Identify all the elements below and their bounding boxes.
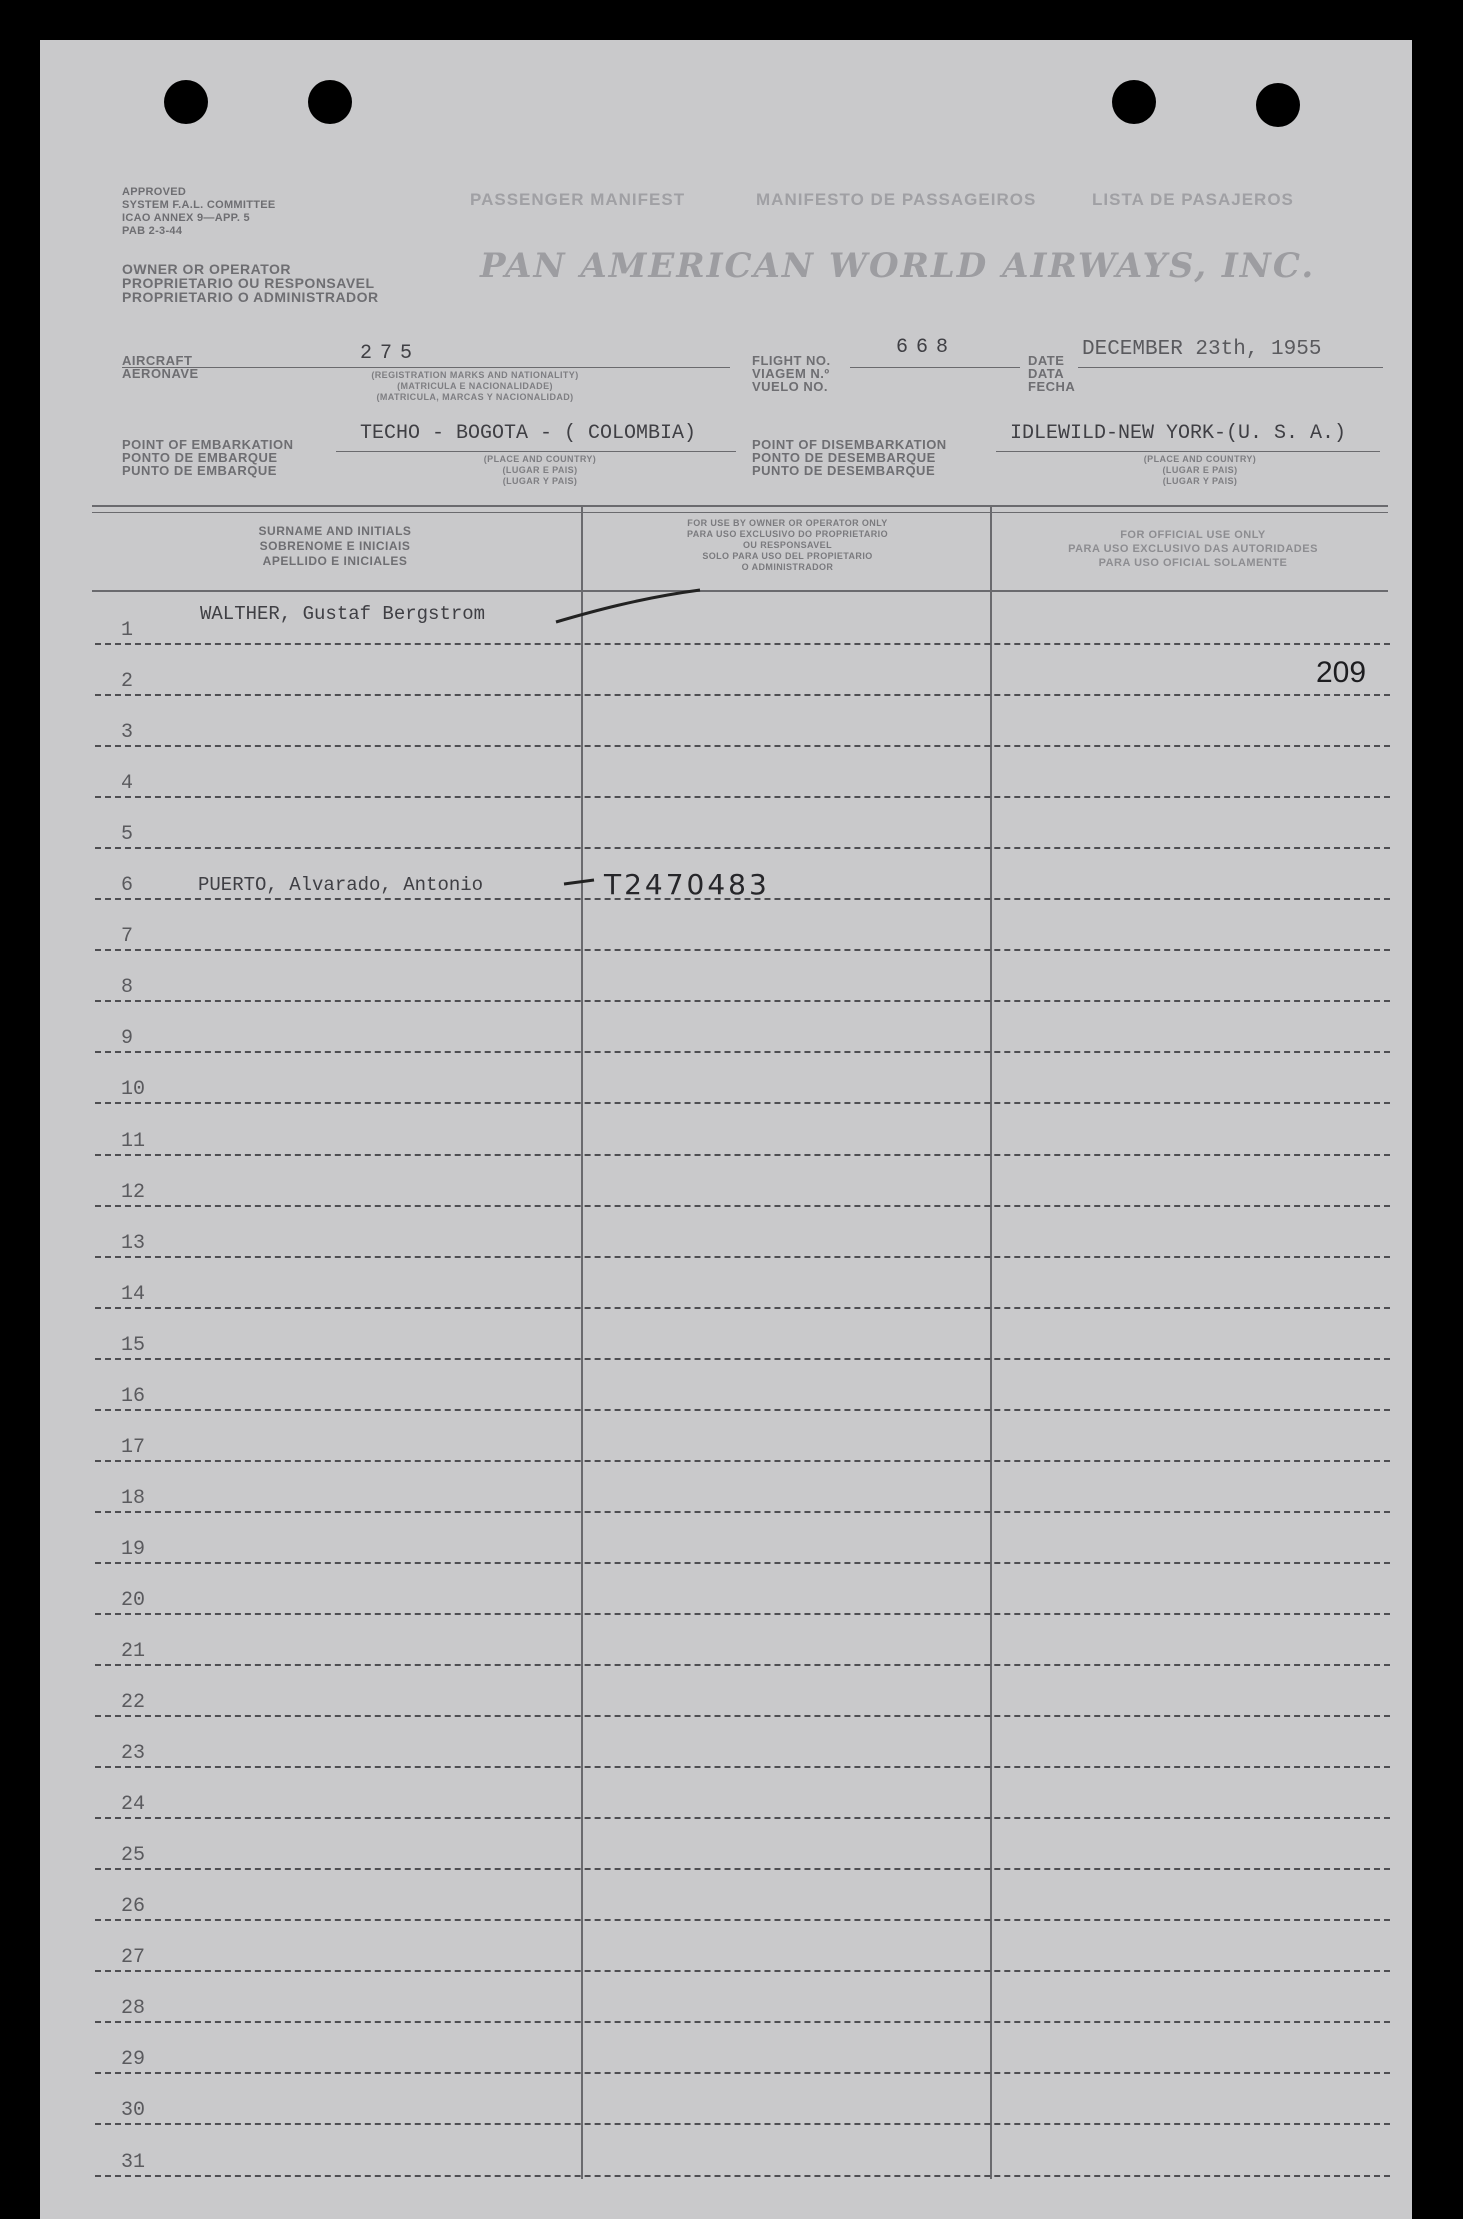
aircraft-underline (122, 367, 730, 368)
column-header-line: APELLIDO E INICIALES (262, 554, 408, 568)
row-rule (95, 2175, 1390, 2177)
row-number: 13 (121, 1232, 146, 1255)
row-number: 3 (121, 721, 134, 744)
disembarkation-sublabels (1090, 454, 1310, 487)
owner-label: PROPRIETARIO O ADMINISTRADOR (122, 289, 379, 305)
passenger-name: PUERTO, Alvarado, Antonio (198, 874, 484, 896)
row-rule (95, 796, 1390, 798)
row-rule (95, 1562, 1390, 1564)
row-number: 15 (121, 1334, 146, 1357)
aircraft-sublabels (300, 370, 650, 403)
row-rule (95, 1000, 1390, 1002)
row-number: 11 (121, 1130, 146, 1153)
column-header-line: FOR OFFICIAL USE ONLY (1120, 529, 1266, 541)
row-rule (95, 1817, 1390, 1819)
row-number: 10 (121, 1078, 146, 1101)
passenger-name: WALTHER, Gustaf Bergstrom (200, 603, 486, 625)
row-number: 22 (121, 1691, 146, 1714)
row-rule (95, 694, 1390, 696)
column-header-line: PARA USO EXCLUSIVO DO PROPRIETARIO (687, 529, 888, 539)
row-number: 26 (121, 1895, 146, 1918)
row-number: 28 (121, 1997, 146, 2020)
row-rule (95, 1154, 1390, 1156)
row-rule (95, 1307, 1390, 1309)
embarkation-label: PUNTO DE EMBARQUE (122, 463, 277, 478)
embarkation-value: TECHO - BOGOTA - ( COLOMBIA) (360, 422, 697, 445)
approval-line: SYSTEM F.A.L. COMMITTEE (122, 199, 276, 211)
row-number: 21 (121, 1640, 146, 1663)
row-rule (95, 1256, 1390, 1258)
row-rule (95, 1511, 1390, 1513)
row-number: 31 (121, 2151, 146, 2174)
row-number: 20 (121, 1589, 146, 1612)
row-rule (95, 643, 1390, 645)
flight-label: VUELO NO. (752, 379, 829, 394)
row-rule (95, 1664, 1390, 1666)
row-rule (95, 1102, 1390, 1104)
date-value: DECEMBER 23th, 1955 (1082, 338, 1322, 361)
row-number: 7 (121, 925, 134, 948)
aircraft-label: AERONAVE (122, 366, 199, 381)
row-rule (95, 1919, 1390, 1921)
row-rule (95, 1051, 1390, 1053)
column-divider-1 (581, 506, 583, 2179)
date-label: DATA (1028, 366, 1065, 381)
flight-underline (850, 367, 1020, 368)
row-number: 24 (121, 1793, 146, 1816)
title-spanish: LISTA DE PASAJEROS (1092, 190, 1294, 209)
column-header-line: SOLO PARA USO DEL PROPIETARIO (702, 551, 873, 561)
row-rule (95, 1358, 1390, 1360)
row-number: 9 (121, 1027, 134, 1050)
column-header-name (170, 524, 500, 569)
column-header-line: FOR USE BY OWNER OR OPERATOR ONLY (687, 518, 888, 528)
embarkation-sublabels (430, 454, 650, 487)
punch-hole-2 (308, 80, 352, 124)
column-header-line: PARA USO EXCLUSIVO DAS AUTORIDADES (1068, 543, 1318, 555)
row-number: 27 (121, 1946, 146, 1969)
embarkation-label: POINT OF EMBARKATION (122, 437, 294, 452)
dash-row-6 (560, 872, 600, 892)
row-rule (95, 1613, 1390, 1615)
row-number: 14 (121, 1283, 146, 1306)
aircraft-label: AIRCRAFT (122, 353, 193, 368)
embarkation-sublabel: (LUGAR Y PAIS) (502, 476, 578, 486)
disembarkation-label: POINT OF DISEMBARKATION (752, 437, 947, 452)
row-number: 12 (121, 1181, 146, 1204)
date-label: DATE (1028, 353, 1065, 368)
checkmark-row-1 (550, 580, 710, 630)
column-header-line: O ADMINISTRADOR (741, 562, 834, 572)
punch-hole-4 (1256, 83, 1300, 127)
row-number: 29 (121, 2048, 146, 2071)
embarkation-sublabel: (PLACE AND COUNTRY) (483, 454, 597, 464)
row-number: 19 (121, 1538, 146, 1561)
flight-label: VIAGEM N.º (752, 366, 830, 381)
header-rule-top-2 (92, 512, 1388, 513)
title-english: PASSENGER MANIFEST (470, 190, 686, 209)
date-label: FECHA (1028, 379, 1076, 394)
column-header-official (998, 528, 1388, 570)
header-rule-bottom (92, 590, 1388, 592)
column-header-line: SOBRENOME E INICIAIS (259, 539, 411, 553)
aircraft-sublabel: (MATRICULA, MARCAS Y NACIONALIDAD) (376, 392, 574, 402)
row-number: 23 (121, 1742, 146, 1765)
disembarkation-label: PONTO DE DESEMBARQUE (752, 450, 936, 465)
handwritten-note: T2470483 (604, 868, 770, 901)
row-number: 8 (121, 976, 134, 999)
header-rule-top (92, 505, 1388, 507)
row-rule (95, 1715, 1390, 1717)
date-labels (1028, 354, 1075, 393)
flight-labels (752, 354, 831, 393)
row-rule (95, 1970, 1390, 1972)
column-header-line: PARA USO OFICIAL SOLAMENTE (1098, 557, 1288, 569)
owner-label: OWNER OR OPERATOR (122, 261, 291, 277)
date-underline (1078, 367, 1383, 368)
row-number: 4 (121, 772, 134, 795)
approval-block (122, 186, 276, 238)
embarkation-labels (122, 438, 294, 477)
row-rule (95, 1460, 1390, 1462)
row-number: 2 (121, 670, 134, 693)
row-rule (95, 2123, 1390, 2125)
row-rule (95, 1205, 1390, 1207)
row-number: 25 (121, 1844, 146, 1867)
row-number: 6 (121, 874, 134, 897)
approval-line: ICAO ANNEX 9—APP. 5 (122, 212, 250, 224)
stamp-number: 209 (1316, 656, 1367, 689)
disembarkation-labels (752, 438, 947, 477)
flight-label: FLIGHT NO. (752, 353, 831, 368)
row-rule (95, 847, 1390, 849)
column-header-owner (590, 518, 985, 573)
disembarkation-label: PUNTO DE DESEMBARQUE (752, 463, 936, 478)
approval-line: APPROVED (122, 186, 187, 198)
punch-hole-3 (1112, 80, 1156, 124)
row-rule (95, 745, 1390, 747)
disembarkation-underline (996, 451, 1380, 452)
disembarkation-sublabel: (LUGAR E PAIS) (1162, 465, 1238, 475)
row-rule (95, 949, 1390, 951)
disembarkation-value: IDLEWILD-NEW YORK-(U. S. A.) (1010, 422, 1347, 445)
column-header-line: OU RESPONSAVEL (743, 540, 832, 550)
disembarkation-sublabel: (PLACE AND COUNTRY) (1143, 454, 1257, 464)
row-number: 16 (121, 1385, 146, 1408)
flight-value: 668 (896, 336, 957, 359)
aircraft-sublabel: (MATRICULA E NACIONALIDADE) (397, 381, 553, 391)
airline-name: PAN AMERICAN WORLD AIRWAYS, INC. (480, 246, 1316, 286)
embarkation-sublabel: (LUGAR E PAIS) (502, 465, 578, 475)
punch-hole-1 (164, 80, 208, 124)
title-portuguese: MANIFESTO DE PASSAGEIROS (756, 190, 1037, 209)
row-rule (95, 1868, 1390, 1870)
column-header-line: SURNAME AND INITIALS (258, 524, 412, 538)
row-number: 30 (121, 2099, 146, 2122)
owner-labels (122, 262, 379, 304)
column-divider-2 (990, 506, 992, 2179)
aircraft-value: 275 (360, 342, 421, 365)
aircraft-sublabel: (REGISTRATION MARKS AND NATIONALITY) (371, 370, 579, 380)
embarkation-label: PONTO DE EMBARQUE (122, 450, 278, 465)
row-number: 18 (121, 1487, 146, 1510)
embarkation-underline (336, 451, 736, 452)
disembarkation-sublabel: (LUGAR Y PAIS) (1162, 476, 1238, 486)
approval-line: PAB 2-3-44 (122, 225, 183, 237)
row-number: 1 (121, 619, 134, 642)
owner-label: PROPRIETARIO OU RESPONSAVEL (122, 275, 375, 291)
row-rule (95, 2072, 1390, 2074)
row-rule (95, 2021, 1390, 2023)
row-rule (95, 1409, 1390, 1411)
row-rule (95, 1766, 1390, 1768)
row-number: 5 (121, 823, 134, 846)
row-number: 17 (121, 1436, 146, 1459)
